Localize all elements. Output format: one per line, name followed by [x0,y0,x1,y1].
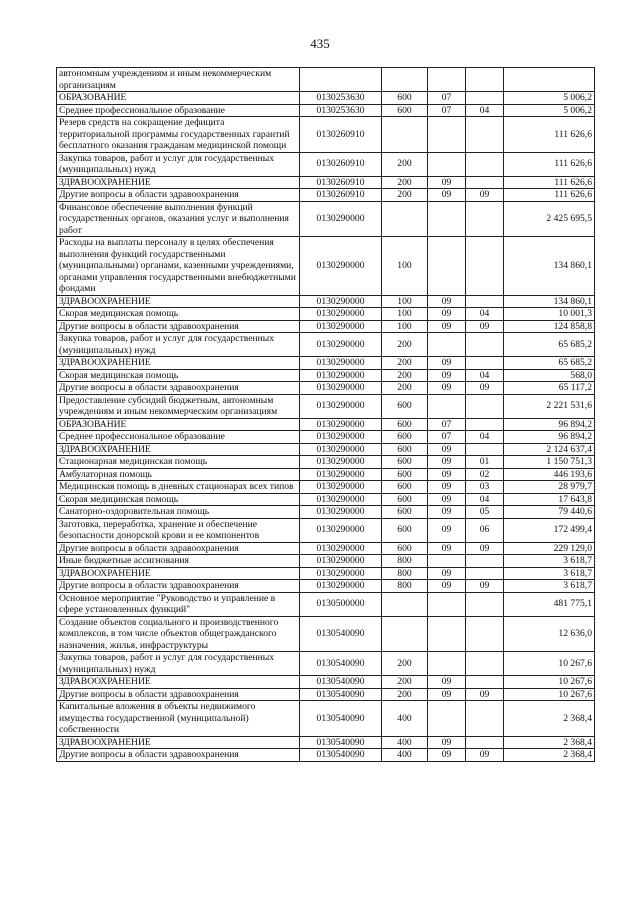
section-cell: 09 [428,506,466,519]
row-name-cell: Скорая медицинская помощь [57,493,300,506]
target-article-cell: 0130260910 [300,117,382,153]
section-cell: 09 [428,357,466,370]
amount-cell: 2 368,4 [504,736,595,749]
section-cell: 09 [428,493,466,506]
table-row [57,580,595,593]
subsection-cell: 06 [466,518,504,542]
target-article-cell: 0130260910 [300,152,382,176]
target-article-cell: 0130290000 [300,295,382,308]
subsection-cell: 09 [466,320,504,333]
row-name-cell: Среднее профессиональное образование [57,104,300,117]
subsection-cell [466,333,504,357]
expense-type-cell: 600 [382,542,428,555]
subsection-cell: 09 [466,382,504,395]
table-row [57,616,595,652]
section-cell: 09 [428,749,466,762]
table-row [57,431,595,444]
row-name-cell: Капитальные вложения в объекты недвижимого имущества государственной (муниципальной) собственности [57,701,300,737]
section-cell: 09 [428,580,466,593]
row-name-cell: Амбулаторная помощь [57,468,300,481]
subsection-cell: 04 [466,369,504,382]
amount-cell: 5 006,2 [504,104,595,117]
row-name-cell: Другие вопросы в области здравоохранения [57,189,300,202]
table-row [57,357,595,370]
target-article-cell: 0130290000 [300,567,382,580]
target-article-cell: 0130290000 [300,506,382,519]
expense-type-cell: 400 [382,736,428,749]
row-name-cell: ОБРАЗОВАНИЕ [57,418,300,431]
subsection-cell [466,201,504,237]
subsection-cell [466,237,504,296]
expense-type-cell: 200 [382,382,428,395]
table-row [57,394,595,418]
section-cell [428,237,466,296]
subsection-cell: 04 [466,493,504,506]
amount-cell: 65 117,2 [504,382,595,395]
section-cell [428,152,466,176]
table-row [57,676,595,689]
amount-cell: 1 150 751,3 [504,456,595,469]
amount-cell: 134 860,1 [504,295,595,308]
section-cell [428,394,466,418]
subsection-cell: 09 [466,189,504,202]
amount-cell: 2 368,4 [504,749,595,762]
table-row [57,176,595,189]
table-row [57,369,595,382]
amount-cell: 3 618,7 [504,555,595,568]
target-article-cell: 0130290000 [300,481,382,494]
target-article-cell: 0130290000 [300,357,382,370]
expense-type-cell: 200 [382,189,428,202]
subsection-cell [466,555,504,568]
target-article-cell: 0130260910 [300,189,382,202]
row-name-cell: Предоставление субсидий бюджетным, автономным учреждениям и иным некоммерческим организациям [57,394,300,418]
row-name-cell: ЗДРАВООХРАНЕНИЕ [57,443,300,456]
subsection-cell [466,567,504,580]
row-name-cell: автономным учреждениям и иным некоммерческим организациям [57,68,300,92]
target-article-cell: 0130540090 [300,749,382,762]
expense-type-cell: 600 [382,443,428,456]
section-cell [428,555,466,568]
table-row [57,567,595,580]
expense-type-cell: 800 [382,555,428,568]
row-name-cell: Финансовое обеспечение выполнения функций государственных органов, оказания услуг и выполнения работ [57,201,300,237]
subsection-cell [466,736,504,749]
table-row [57,688,595,701]
section-cell: 09 [428,676,466,689]
row-name-cell: ЗДРАВООХРАНЕНИЕ [57,176,300,189]
subsection-cell [466,418,504,431]
expense-type-cell [382,592,428,616]
expense-type-cell: 600 [382,493,428,506]
expense-type-cell: 100 [382,320,428,333]
target-article-cell: 0130540090 [300,701,382,737]
amount-cell: 111 626,6 [504,117,595,153]
amount-cell: 446 193,6 [504,468,595,481]
section-cell [428,652,466,676]
section-cell [428,201,466,237]
target-article-cell: 0130290000 [300,320,382,333]
row-name-cell: Другие вопросы в области здравоохранения [57,749,300,762]
row-name-cell: Среднее профессиональное образование [57,431,300,444]
row-name-cell: Скорая медицинская помощь [57,308,300,321]
table-row [57,418,595,431]
section-cell [428,333,466,357]
amount-cell: 79 440,6 [504,506,595,519]
amount-cell: 2 124 637,4 [504,443,595,456]
row-name-cell: Другие вопросы в области здравоохранения [57,320,300,333]
amount-cell: 134 860,1 [504,237,595,296]
subsection-cell: 05 [466,506,504,519]
subsection-cell [466,443,504,456]
target-article-cell: 0130290000 [300,580,382,593]
subsection-cell: 04 [466,104,504,117]
expense-type-cell: 800 [382,567,428,580]
amount-cell: 96 894,2 [504,418,595,431]
subsection-cell [466,616,504,652]
amount-cell: 3 618,7 [504,580,595,593]
subsection-cell [466,701,504,737]
expense-type-cell: 600 [382,92,428,105]
section-cell: 09 [428,688,466,701]
amount-cell: 2 221 531,6 [504,394,595,418]
expense-type-cell: 200 [382,176,428,189]
subsection-cell [466,176,504,189]
expense-type-cell: 400 [382,701,428,737]
target-article-cell: 0130290000 [300,382,382,395]
table-row [57,152,595,176]
row-name-cell: Резерв средств на сокращение дефицита территориальной программы государственных гарантий бесплатного оказания гражданам медицинской помощи [57,117,300,153]
expense-type-cell: 200 [382,152,428,176]
amount-cell: 10 267,6 [504,676,595,689]
subsection-cell [466,152,504,176]
expense-type-cell: 200 [382,676,428,689]
target-article-cell: 0130290000 [300,493,382,506]
expense-type-cell: 200 [382,333,428,357]
expense-type-cell: 600 [382,468,428,481]
table-row [57,189,595,202]
target-article-cell: 0130290000 [300,431,382,444]
section-cell [428,592,466,616]
table-row [57,481,595,494]
table-row [57,201,595,237]
page-number: 435 [310,36,330,51]
subsection-cell [466,676,504,689]
subsection-cell [466,68,504,92]
subsection-cell: 04 [466,431,504,444]
target-article-cell: 0130540090 [300,736,382,749]
section-cell: 07 [428,431,466,444]
row-name-cell: Скорая медицинская помощь [57,369,300,382]
target-article-cell: 0130290000 [300,555,382,568]
table-row [57,592,595,616]
target-article-cell: 0130260910 [300,176,382,189]
table-row [57,652,595,676]
row-name-cell: ЗДРАВООХРАНЕНИЕ [57,357,300,370]
row-name-cell: Расходы на выплаты персоналу в целях обеспечения выполнения функций государственными (муниципальными) органами, казенными учреждениями, органами управления государственными внебюджетными фондами [57,237,300,296]
row-name-cell: Санаторно-оздоровительная помощь [57,506,300,519]
subsection-cell [466,295,504,308]
target-article-cell: 0130290000 [300,333,382,357]
table-row [57,320,595,333]
target-article-cell: 0130290000 [300,201,382,237]
target-article-cell: 0130290000 [300,308,382,321]
section-cell: 07 [428,418,466,431]
table-row [57,701,595,737]
amount-cell: 96 894,2 [504,431,595,444]
target-article-cell: 0130290000 [300,443,382,456]
row-name-cell: ЗДРАВООХРАНЕНИЕ [57,676,300,689]
table-row [57,333,595,357]
row-name-cell: ЗДРАВООХРАНЕНИЕ [57,567,300,580]
amount-cell: 2 368,4 [504,701,595,737]
target-article-cell: 0130540090 [300,676,382,689]
amount-cell: 10 267,6 [504,688,595,701]
subsection-cell: 02 [466,468,504,481]
expense-type-cell: 200 [382,688,428,701]
row-name-cell: Закупка товаров, работ и услуг для государственных (муниципальных) нужд [57,152,300,176]
target-article-cell: 0130290000 [300,518,382,542]
amount-cell: 111 626,6 [504,189,595,202]
amount-cell: 172 499,4 [504,518,595,542]
row-name-cell: Медицинская помощь в дневных стационарах всех типов [57,481,300,494]
target-article-cell: 0130540090 [300,688,382,701]
row-name-cell: Другие вопросы в области здравоохранения [57,382,300,395]
section-cell: 09 [428,481,466,494]
row-name-cell: Заготовка, переработка, хранение и обеспечение безопасности донорской крови и ее компонентов [57,518,300,542]
section-cell: 09 [428,369,466,382]
amount-cell: 65 685,2 [504,357,595,370]
row-name-cell: Создание объектов социального и производственного комплексов, в том числе объектов общегражданского назначения, жилья, инфраструктуры [57,616,300,652]
section-cell: 09 [428,382,466,395]
section-cell: 09 [428,518,466,542]
expense-type-cell [382,68,428,92]
expense-type-cell [382,616,428,652]
expense-type-cell: 200 [382,369,428,382]
section-cell: 09 [428,295,466,308]
expense-type-cell: 600 [382,456,428,469]
amount-cell: 5 006,2 [504,92,595,105]
subsection-cell: 03 [466,481,504,494]
amount-cell: 568,0 [504,369,595,382]
target-article-cell: 0130290000 [300,542,382,555]
row-name-cell: Закупка товаров, работ и услуг для государственных (муниципальных) нужд [57,652,300,676]
subsection-cell: 09 [466,749,504,762]
expense-type-cell: 400 [382,749,428,762]
amount-cell: 3 618,7 [504,567,595,580]
budget-table [56,67,595,762]
section-cell [428,616,466,652]
section-cell: 09 [428,176,466,189]
target-article-cell: 0130290000 [300,418,382,431]
amount-cell: 229 129,0 [504,542,595,555]
target-article-cell: 0130253630 [300,104,382,117]
table-row [57,736,595,749]
expense-type-cell: 200 [382,357,428,370]
expense-type-cell: 600 [382,104,428,117]
table-row [57,443,595,456]
target-article-cell: 0130290000 [300,468,382,481]
table-row [57,295,595,308]
amount-cell: 111 626,6 [504,176,595,189]
amount-cell: 111 626,6 [504,152,595,176]
expense-type-cell: 600 [382,481,428,494]
subsection-cell [466,117,504,153]
expense-type-cell: 600 [382,506,428,519]
amount-cell: 17 643,8 [504,493,595,506]
section-cell: 09 [428,567,466,580]
target-article-cell [300,68,382,92]
row-name-cell: ЗДРАВООХРАНЕНИЕ [57,295,300,308]
target-article-cell: 0130290000 [300,456,382,469]
expense-type-cell: 600 [382,431,428,444]
table-row [57,493,595,506]
subsection-cell: 09 [466,688,504,701]
expense-type-cell: 100 [382,237,428,296]
amount-cell: 481 775,1 [504,592,595,616]
section-cell: 09 [428,456,466,469]
section-cell: 09 [428,736,466,749]
row-name-cell: Другие вопросы в области здравоохранения [57,542,300,555]
section-cell: 09 [428,542,466,555]
expense-type-cell: 600 [382,518,428,542]
table-row [57,468,595,481]
row-name-cell: ЗДРАВООХРАНЕНИЕ [57,736,300,749]
target-article-cell: 0130253630 [300,92,382,105]
row-name-cell: Стационарная медицинская помощь [57,456,300,469]
target-article-cell: 0130540090 [300,616,382,652]
row-name-cell: Закупка товаров, работ и услуг для государственных (муниципальных) нужд [57,333,300,357]
target-article-cell: 0130290000 [300,394,382,418]
target-article-cell: 0130540090 [300,652,382,676]
amount-cell: 2 425 695,5 [504,201,595,237]
section-cell: 09 [428,468,466,481]
section-cell: 07 [428,104,466,117]
subsection-cell: 01 [466,456,504,469]
section-cell: 09 [428,320,466,333]
section-cell: 09 [428,443,466,456]
table-row [57,542,595,555]
table-row [57,308,595,321]
table-row [57,506,595,519]
table-row [57,117,595,153]
subsection-cell [466,652,504,676]
expense-type-cell: 100 [382,308,428,321]
table-row [57,456,595,469]
target-article-cell: 0130290000 [300,369,382,382]
section-cell: 09 [428,308,466,321]
expense-type-cell: 800 [382,580,428,593]
row-name-cell: Иные бюджетные ассигнования [57,555,300,568]
subsection-cell [466,357,504,370]
row-name-cell: Другие вопросы в области здравоохранения [57,688,300,701]
expense-type-cell: 200 [382,652,428,676]
subsection-cell [466,592,504,616]
section-cell: 07 [428,92,466,105]
amount-cell: 124 858,8 [504,320,595,333]
section-cell: 09 [428,189,466,202]
table-row [57,749,595,762]
amount-cell: 10 001,3 [504,308,595,321]
amount-cell: 10 267,6 [504,652,595,676]
section-cell [428,701,466,737]
table-row [57,555,595,568]
table-row [57,92,595,105]
expense-type-cell: 100 [382,295,428,308]
amount-cell: 28 979,7 [504,481,595,494]
table-row [57,237,595,296]
subsection-cell: 04 [466,308,504,321]
subsection-cell: 09 [466,580,504,593]
subsection-cell [466,92,504,105]
amount-cell: 12 636,0 [504,616,595,652]
section-cell [428,68,466,92]
amount-cell [504,68,595,92]
table-row [57,382,595,395]
expense-type-cell [382,117,428,153]
target-article-cell: 0130500000 [300,592,382,616]
section-cell [428,117,466,153]
subsection-cell: 09 [466,542,504,555]
target-article-cell: 0130290000 [300,237,382,296]
subsection-cell [466,394,504,418]
row-name-cell: Основное мероприятие "Руководство и управление в сфере установленных функций" [57,592,300,616]
row-name-cell: ОБРАЗОВАНИЕ [57,92,300,105]
table-row [57,518,595,542]
table-row [57,68,595,92]
table-row [57,104,595,117]
expense-type-cell: 600 [382,394,428,418]
amount-cell: 65 685,2 [504,333,595,357]
expense-type-cell: 600 [382,418,428,431]
expense-type-cell [382,201,428,237]
row-name-cell: Другие вопросы в области здравоохранения [57,580,300,593]
